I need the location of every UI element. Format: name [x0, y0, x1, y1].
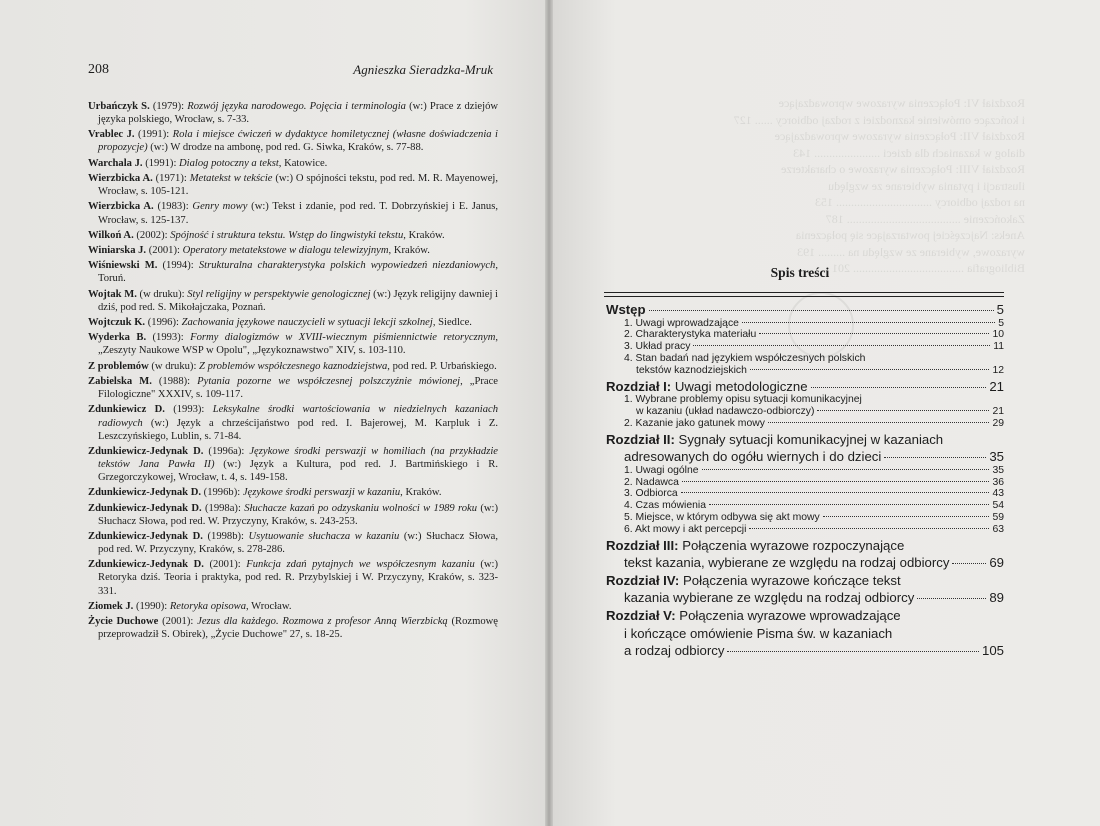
toc-chapter-title: Uwagi metodologiczne [671, 378, 808, 394]
entry-author: Zdunkiewicz-Jedynak D. [88, 531, 203, 542]
running-head: Agnieszka Sieradzka-Mruk [353, 62, 493, 77]
toc-chapter-title: Połączenia wyrazowe kończące tekst [679, 572, 901, 588]
toc-entry-text: tekstów kaznodziejskich [636, 364, 747, 376]
entry-rest: (w:) Język a chrześcijaństwo pod red. I. Bajerowej, M. Karpluk i Z. Leszczyńskiego, Lublin, s. 71-84. [98, 417, 498, 442]
toc-chapter-entry [606, 643, 1004, 659]
toc-leader-dots [768, 422, 990, 423]
entry-year: (2002): [133, 229, 171, 241]
entry-year: (1971): [152, 173, 190, 185]
toc-entry-text: tekst kazania, wybierane ze względu na rodzaj odbiorcy [624, 555, 950, 571]
toc-leader-dots [952, 563, 986, 564]
bibliography-entry [88, 615, 498, 641]
entry-title: Z problemów współczesnego kaznodziejstwa [199, 360, 388, 372]
toc-chapter-label: Wstęp [606, 302, 646, 317]
entry-title: Rola i miejsce ćwiczeń w dydaktyce homiletycznej (własne doświadczenia i propozycje) [98, 129, 499, 154]
bibliography-entry [88, 316, 498, 329]
entry-rest: (w:) O spójności tekstu, pod red. M. R. Mayenowej, Wrocław, s. 105-121. [98, 173, 499, 198]
toc-section-entry [606, 477, 1004, 489]
entry-year: (1993): [146, 332, 191, 344]
toc-chapter-label: Rozdział IV: [606, 572, 680, 588]
bibliography-entry [88, 128, 498, 154]
toc-entry-text: 3. Odbiorca [624, 488, 678, 500]
toc-chapter-label: Rozdział V: [606, 607, 676, 623]
toc-section-entry [606, 365, 1004, 377]
entry-rest: , Kraków. [403, 229, 445, 241]
toc-leader-dots [750, 369, 990, 370]
toc-page-number: 5 [998, 317, 1004, 329]
bibliography-entry [88, 100, 498, 126]
entry-rest: (w:) Język a Kultura, pod red. J. Bartmińskiego i R. Grzegorczykowej, Wrocław, t. 4, s. 149-158. [98, 458, 498, 484]
entry-author: Winiarska J. [88, 245, 147, 257]
toc-section-entry [606, 318, 1004, 330]
entry-title: Styl religijny w perspektywie genologicznej [187, 288, 371, 300]
entry-rest: (Rozmowę przeprowadził S. Obirek), „Życie Duchowe" 27, s. 18-25. [98, 616, 498, 641]
toc-chapter-label: Rozdział I: [606, 378, 672, 394]
toc-entry-text: 3. Układ pracy [624, 341, 691, 353]
toc-chapter-entry [606, 432, 1004, 448]
entry-year: (1983): [153, 201, 193, 213]
toc-page-number: 43 [992, 488, 1004, 500]
book-gutter [545, 0, 553, 826]
toc-section-entry [606, 394, 1004, 406]
toc-leader-dots [811, 387, 987, 388]
toc-entry-text: 2. Kazanie jako gatunek mowy [624, 417, 765, 429]
toc-entry-text: adresowanych do ogółu wiernych i do dzieci [624, 449, 882, 465]
entry-title: Jezus dla każdego. Rozmowa z profesor Anną Wierzbicką [197, 616, 448, 628]
toc-section-entry [606, 406, 1004, 418]
toc-chapter-entry [606, 608, 1004, 624]
toc-page-number: 5 [996, 302, 1004, 317]
entry-year: (2001): [203, 559, 247, 571]
toc-leader-dots [727, 651, 979, 652]
entry-author: Wierzbicka A. [88, 173, 153, 185]
toc-chapter-title: Połączenia wyrazowe wprowadzające [675, 607, 901, 623]
toc-entry-text: 2. Nadawca [624, 476, 679, 488]
entry-title: Rozwój języka narodowego. Pojęcia i terminologia [187, 101, 406, 112]
toc-leader-dots [709, 504, 989, 505]
toc-leader-dots [917, 598, 986, 599]
toc-leader-dots [742, 322, 995, 323]
toc-entry-text: 4. Czas mówienia [624, 500, 707, 512]
entry-rest: , Siedlce. [432, 317, 472, 329]
toc-section-entry [606, 465, 1004, 477]
toc-page-number: 89 [989, 590, 1004, 606]
entry-rest: , „Prace Filologiczne" XXXIV, s. 109-117. [98, 376, 499, 401]
toc-page-number: 29 [992, 417, 1004, 429]
toc-page-number: 105 [981, 643, 1004, 659]
toc-chapter-entry [606, 379, 1004, 395]
entry-author: Vrablec J. [88, 129, 135, 141]
entry-author: Zdunkiewicz-Jedynak D. [88, 445, 204, 457]
entry-title: Operatory metatekstowe w dialogu telewizyjnym [182, 245, 389, 257]
entry-year: (1991): [134, 129, 173, 141]
toc-leader-dots [823, 516, 990, 517]
toc-leader-dots [693, 345, 990, 346]
toc-chapter-label: Rozdział III: [606, 537, 679, 553]
entry-author: Wilkoń A. [88, 229, 134, 241]
entry-title: Genry mowy [192, 201, 248, 213]
entry-year: (1998a): [201, 502, 245, 514]
entry-rest: , Wrocław. [246, 600, 292, 612]
toc-entry-text: kazania wybierane ze względu na rodzaj odbiorcy [624, 590, 915, 606]
entry-rest: (w:) Słuchacz Słowa, pod red. W. Przyczyny, Kraków, s. 278-286. [98, 531, 498, 556]
toc-page-number: 63 [992, 523, 1004, 535]
entry-year: (1996a): [203, 445, 250, 457]
toc-page-number: 54 [992, 500, 1004, 512]
toc-page-number: 21 [992, 405, 1004, 417]
toc-chapter-entry [606, 626, 1004, 642]
toc-entry-text: 1. Wybrane problemy opisu sytuacji komunikacyjnej [624, 394, 862, 406]
left-page-header [88, 62, 493, 80]
entry-author: Zdunkiewicz-Jedynak D. [88, 502, 202, 514]
bibliography-entry [88, 403, 498, 442]
toc-chapter-entry [606, 573, 1004, 589]
entry-year: (1988): [151, 376, 198, 388]
entry-year: (1998b): [202, 531, 249, 542]
bibliography-entry [88, 229, 498, 242]
toc-leader-dots [649, 310, 994, 311]
toc-top-rule-2 [604, 296, 1004, 297]
toc-section-entry [606, 524, 1004, 536]
toc-entry-text: 1. Uwagi wprowadzające [624, 317, 739, 329]
entry-author: Warchala J. [88, 157, 143, 169]
bibliography [88, 100, 498, 644]
toc-page-number: 12 [992, 364, 1004, 376]
entry-year: (1996b): [201, 487, 243, 499]
entry-year: (w druku): [136, 288, 188, 300]
bibliography-entry [88, 172, 498, 198]
toc-leader-dots [681, 492, 990, 493]
entry-title: Funkcja zdań pytajnych we współczesnym kazaniu [246, 559, 475, 571]
entry-title: Usytuowanie słuchacza w kazaniu [248, 531, 400, 542]
toc-leader-dots [759, 333, 989, 334]
bibliography-entry [88, 600, 498, 613]
entry-rest: (w:) Prace z dziejów języka polskiego, Wrocław, s. 7-33. [98, 101, 499, 126]
toc-section-entry [606, 488, 1004, 500]
entry-title: Leksykalne środki wartościowania w niedzielnych kazaniach radiowych [98, 404, 499, 429]
entry-year: (1991): [142, 157, 180, 169]
entry-title: Metatekst w tekście [189, 173, 273, 185]
bibliography-entry [88, 157, 498, 170]
toc-chapter-entry [606, 302, 1004, 318]
toc-entry-text: w kazaniu (układ nadawczo-odbiorczy) [636, 405, 815, 417]
table-of-contents [606, 300, 1004, 659]
entry-year: (1993): [164, 404, 213, 416]
entry-rest: (w:) Retoryka dziś. Teoria i praktyka, pod red. R. Przybylskiej i W. Przyczyny, Kraków, s. 323-331. [98, 559, 498, 597]
toc-leader-dots [884, 457, 986, 458]
entry-author: Zdunkiewicz D. [88, 404, 165, 416]
bibliography-entry [88, 558, 498, 597]
entry-rest: (w:) Tekst i zdanie, pod red. T. Dobrzyńskiej i E. Janus, Wrocław, s. 125-137. [98, 201, 498, 226]
entry-title: Słuchacze kazań po odzyskaniu wolności w 1989 roku [244, 502, 478, 514]
toc-section-entry [606, 512, 1004, 524]
toc-leader-dots [749, 528, 989, 529]
toc-page-number: 69 [989, 555, 1004, 571]
toc-section-entry [606, 329, 1004, 341]
bibliography-entry [88, 259, 498, 285]
toc-chapter-label: Rozdział II: [606, 431, 675, 447]
toc-section-entry [606, 500, 1004, 512]
entry-rest: , Katowice. [278, 157, 328, 169]
entry-title: Pytania pozorne we współczesnej polszczyźnie mówionej [197, 376, 461, 388]
toc-section-entry [606, 418, 1004, 430]
entry-rest: , „Zeszyty Naukowe WSP w Opolu", „Językoznawstwo" XIV, s. 103-110. [98, 332, 499, 357]
toc-page-number: 35 [989, 449, 1004, 465]
toc-entry-text: 6. Akt mowy i akt percepcji [624, 523, 747, 535]
entry-year: (w druku): [148, 360, 200, 372]
entry-title: Językowe środki perswazji w kazaniu [242, 487, 401, 499]
toc-page-number: 59 [992, 511, 1004, 523]
entry-year: (1996): [145, 317, 182, 329]
entry-title: Spójność i struktura tekstu. Wstęp do lingwistyki tekstu [170, 229, 404, 241]
entry-rest: (w:) Słuchacz Słowa, pod red. W. Przyczyny, Kraków, s. 243-253. [98, 502, 499, 527]
entry-rest: , Kraków. [388, 245, 430, 257]
entry-rest: (w:) Język religijny dawniej i dziś, pod red. S. Mikołajczaka, Poznań. [98, 288, 498, 313]
toc-entry-text: 4. Stan badań nad językiem współczesnych polskich [624, 352, 866, 364]
toc-entry-text: 2. Charakterystyka materiału [624, 329, 757, 341]
entry-title: Strukturalna charakterystyka polskich wypowiedzeń niezdaniowych [198, 260, 496, 272]
toc-page-number: 11 [993, 341, 1004, 353]
entry-author: Wyderka B. [88, 332, 147, 344]
toc-chapter-entry [606, 590, 1004, 606]
entry-year: (1979): [149, 101, 188, 112]
toc-leader-dots [817, 410, 989, 411]
bibliography-entry [88, 530, 498, 556]
entry-title: Zachowania językowe nauczycieli w sytuacji lekcji szkolnej [181, 317, 433, 329]
entry-author: Wojtczuk K. [88, 317, 146, 329]
toc-entry-text: 1. Uwagi ogólne [624, 464, 699, 476]
entry-rest: , Kraków. [400, 487, 442, 499]
entry-title: Językowe środki perswazji w homiliach (na przykładzie tekstów Jana Pawła II) [98, 445, 498, 470]
bibliography-entry [88, 486, 498, 499]
entry-author: Ziomek J. [88, 600, 134, 612]
toc-entry-text: i kończące omówienie Pisma św. w kazaniach [624, 625, 893, 641]
entry-author: Urbańczyk S. [88, 101, 150, 112]
entry-title: Formy dialogizmów w XVIII-wiecznym piśmiennictwie retorycznym [190, 332, 496, 344]
entry-author: Wojtak M. [88, 288, 137, 300]
toc-page-number: 36 [992, 476, 1004, 488]
entry-author: Życie Duchowe [88, 616, 159, 628]
toc-page-number: 21 [989, 378, 1004, 394]
toc-entry-text: 5. Miejsce, w którym odbywa się akt mowy [624, 511, 820, 523]
bibliography-entry [88, 375, 498, 401]
page-number: 208 [88, 62, 109, 77]
toc-chapter-entry [606, 538, 1004, 554]
toc-leader-dots [702, 469, 990, 470]
toc-chapter-entry [606, 449, 1004, 465]
bibliography-entry [88, 288, 498, 314]
toc-entry-text: a rodzaj odbiorcy [624, 643, 725, 659]
bibliography-entry [88, 445, 498, 484]
entry-year: (1994): [157, 260, 199, 272]
bibliography-entry [88, 200, 498, 226]
entry-rest: (w:) W drodze na ambonę, pod red. G. Siwka, Kraków, s. 77-88. [147, 142, 424, 154]
toc-top-rule [604, 292, 1004, 293]
bibliography-entry [88, 244, 498, 257]
entry-author: Z problemów [88, 360, 149, 372]
entry-title: Retoryka opisowa [169, 600, 247, 612]
toc-section-entry [606, 353, 1004, 365]
entry-author: Zdunkiewicz-Jedynak D. [88, 559, 204, 571]
toc-chapter-title: Połączenia wyrazowe rozpoczynające [678, 537, 905, 553]
entry-title: Dialog potoczny a tekst [179, 157, 279, 169]
toc-page-number: 10 [992, 329, 1004, 341]
toc-page-number: 35 [992, 464, 1004, 476]
toc-title: Spis treści [770, 265, 830, 280]
entry-year: (2001): [158, 616, 198, 628]
toc-leader-dots [682, 481, 990, 482]
entry-author: Wierzbicka A. [88, 201, 154, 213]
toc-chapter-entry [606, 555, 1004, 571]
entry-author: Zabielska M. [88, 376, 152, 388]
entry-year: (1990): [133, 600, 170, 612]
entry-author: Zdunkiewicz-Jedynak D. [88, 487, 202, 499]
bibliography-entry [88, 502, 498, 528]
entry-rest: , pod red. P. Urbańskiego. [387, 360, 497, 372]
bibliography-entry [88, 360, 498, 373]
entry-rest: , Toruń. [98, 260, 498, 285]
bibliography-entry [88, 331, 498, 357]
entry-year: (2001): [146, 245, 183, 257]
toc-section-entry [606, 341, 1004, 353]
entry-author: Wiśniewski M. [88, 260, 158, 272]
toc-chapter-title: Sygnały sytuacji komunikacyjnej w kazaniach [674, 431, 944, 447]
